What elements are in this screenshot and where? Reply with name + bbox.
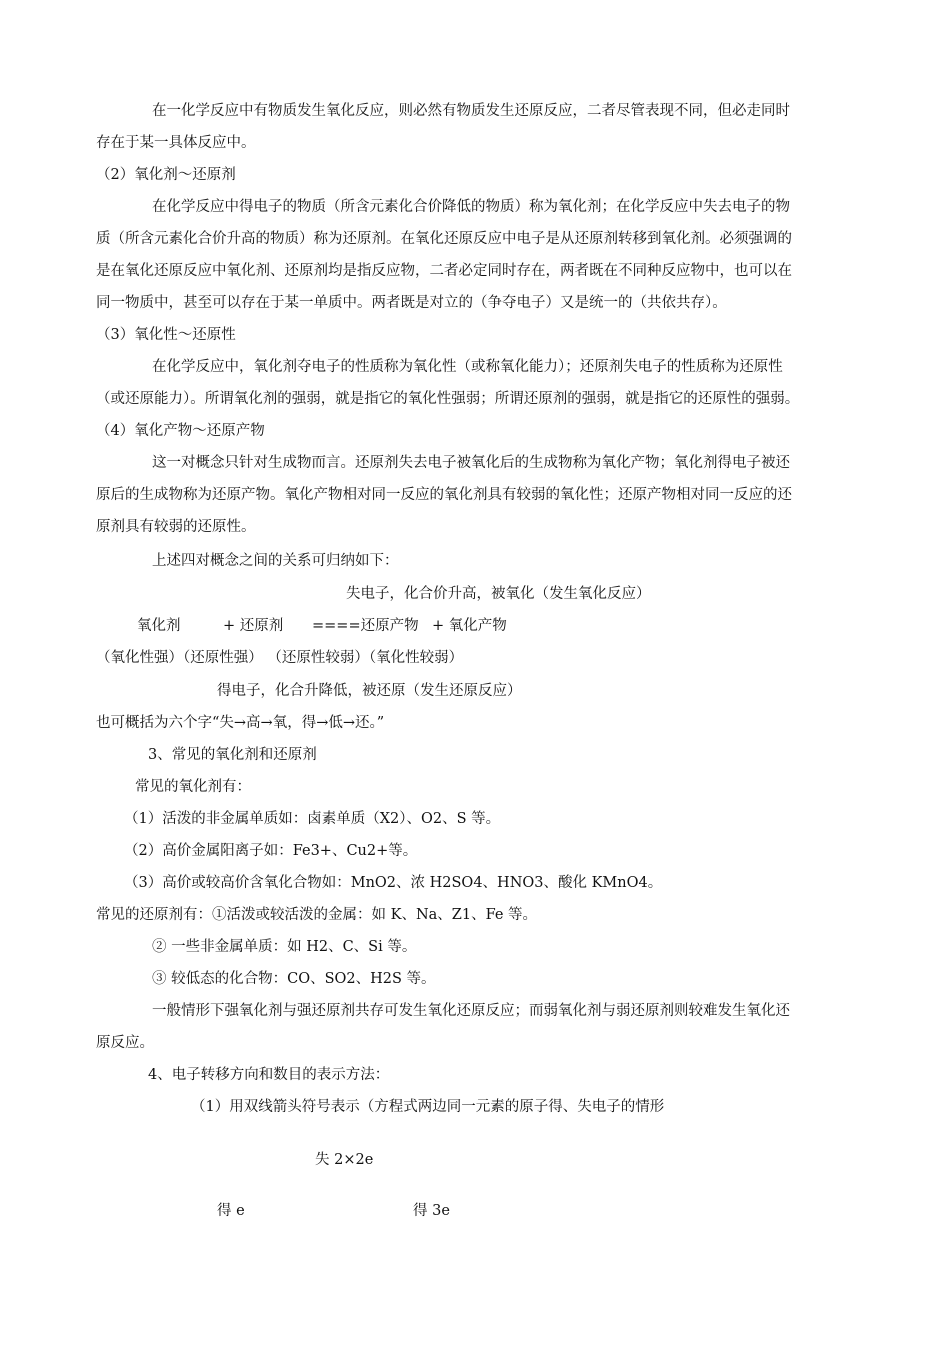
paragraph-1-line-1: 在一化学反应中有物质发生氧化反应，则必然有物质发生还原反应，二者尽管表现不同，但必走同时 <box>152 103 790 119</box>
paragraph-2-line-4: 同一物质中，甚至可以存在于某一单质中。两者既是对立的（争夺电子）又是统一的（共依共存）。 <box>96 295 727 311</box>
scheme-oxidant: 氧化剂 <box>137 618 181 634</box>
paragraph-6-line-2: 原反应。 <box>96 1035 154 1051</box>
reductant-item-2: ② 一些非金属单质：如 H2、C、Si 等。 <box>152 939 417 955</box>
reductant-item-3: ③ 较低态的化合物：CO、SO2、H2S 等。 <box>152 971 436 987</box>
scheme-reduction-product: ====还原产物 <box>312 618 419 634</box>
oxidant-item-1: （1）活泼的非金属单质如：卤素单质（X2）、O2、S 等。 <box>124 811 501 827</box>
scheme-properties: （氧化性强）（还原性强） （还原性较弱）（氧化性较弱） <box>96 650 464 666</box>
scheme-oxidation-product: + 氧化产物 <box>432 618 507 634</box>
oxidant-item-3: （3）高价或较高价含氧化合物如：MnO2、浓 H2SO4、HNO3、酸化 KMnO4。 <box>124 875 663 891</box>
paragraph-3-line-1: 在化学反应中，氧化剂夺电子的性质称为氧化性（或称氧化能力）；还原剂失电子的性质称为还原性 <box>152 359 783 375</box>
paragraph-1-line-2: 存在于某一具体反应中。 <box>96 135 256 151</box>
scheme-lose-electrons-label: 失电子，化合价升高，被氧化（发生氧化反应） <box>346 586 651 602</box>
scheme-reductant: + 还原剂 <box>223 618 284 634</box>
section-4-title: 4、电子转移方向和数目的表示方法： <box>148 1067 390 1083</box>
mnemonic: 也可概括为六个字“失→高→氧，得→低→还。” <box>96 715 385 731</box>
gain-electrons-annotation-1: 得 e <box>217 1203 245 1219</box>
oxidant-item-2: （2）高价金属阳离子如：Fe3+、Cu2+等。 <box>124 843 418 859</box>
scheme-gain-electrons-label: 得电子，化合升降低，被还原（发生还原反应） <box>217 683 522 699</box>
paragraph-5: 上述四对概念之间的关系可归纳如下： <box>152 553 399 569</box>
oxidants-heading: 常见的氧化剂有： <box>135 779 251 795</box>
heading-oxidant-reductant: （2）氧化剂～还原剂 <box>96 167 236 183</box>
heading-oxidizing-reducing-property: （3）氧化性～还原性 <box>96 327 236 343</box>
paragraph-3-line-2: （或还原能力）。所谓氧化剂的强弱，就是指它的氧化性强弱；所谓还原剂的强弱，就是指它的还原性的强弱。 <box>96 391 800 407</box>
paragraph-2-line-3: 是在氧化还原反应中氧化剂、还原剂均是指反应物，二者必定同时存在，两者既在不同种反应物中，也可以在 <box>96 263 792 279</box>
paragraph-2-line-1: 在化学反应中得电子的物质（所含元素化合价降低的物质）称为氧化剂；在化学反应中失去电子的物 <box>152 199 790 215</box>
paragraph-4-line-3: 原剂具有较弱的还原性。 <box>96 519 256 535</box>
reductant-item-1: 常见的还原剂有：①活泼或较活泼的金属：如 K、Na、Z1、Fe 等。 <box>96 907 538 923</box>
gain-electrons-annotation-2: 得 3e <box>413 1203 450 1219</box>
paragraph-2-line-2: 质（所含元素化合价升高的物质）称为还原剂。在氧化还原反应中电子是从还原剂转移到氧化剂。必须强调的 <box>96 231 792 247</box>
section-4-item-1: （1）用双线箭头符号表示（方程式两边同一元素的原子得、失电子的情形 <box>191 1099 665 1115</box>
heading-products: （4）氧化产物～还原产物 <box>96 423 265 439</box>
paragraph-4-line-1: 这一对概念只针对生成物而言。还原剂失去电子被氧化后的生成物称为氧化产物；氧化剂得电子被还 <box>152 455 790 471</box>
paragraph-4-line-2: 原后的生成物称为还原产物。氧化产物相对同一反应的氧化剂具有较弱的氧化性；还原产物相对同一反应的还 <box>96 487 792 503</box>
lose-electrons-annotation: 失 2×2e <box>315 1152 374 1168</box>
section-3-title: 3、常见的氧化剂和还原剂 <box>148 747 317 763</box>
paragraph-6-line-1: 一般情形下强氧化剂与强还原剂共存可发生氧化还原反应；而弱氧化剂与弱还原剂则较难发生氧化还 <box>152 1003 790 1019</box>
